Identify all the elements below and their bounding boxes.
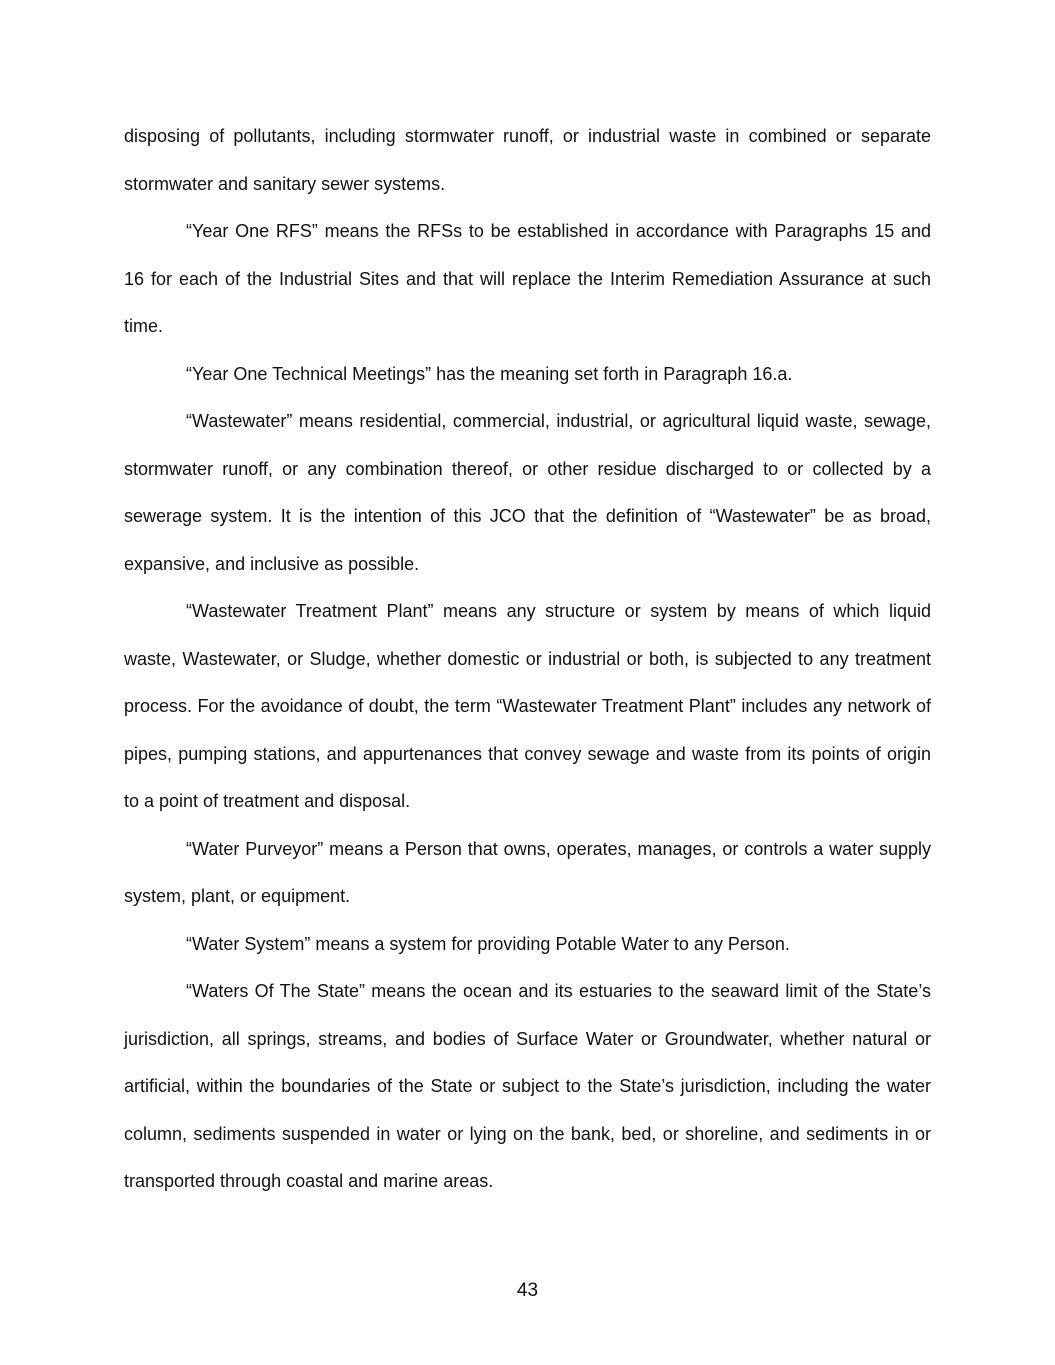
definition-wastewater-treatment-plant: “Wastewater Treatment Plant” means any structure or system by means of which liquid waste, Wastewater, or Sludge, whether domestic or industrial or both, is subjected to any treatment process. For the avoidance of doubt, the term “Wastewater Treatment Plant” includes any network of pipes, pumping stations, and appurtenances that convey sewage and waste from its points of origin to a point of treatment and disposal. [124, 601, 931, 811]
paragraph-continuation: disposing of pollutants, including stormwater runoff, or industrial waste in combined or separate stormwater and sanitary sewer systems. [124, 126, 931, 194]
document-body [124, 113, 931, 1206]
definition-water-purveyor: “Water Purveyor” means a Person that owns, operates, manages, or controls a water supply system, plant, or equipment. [124, 838, 931, 906]
definition-year-one-rfs: “Year One RFS” means the RFSs to be established in accordance with Paragraphs 15 and 16 for each of the Industrial Sites and that will replace the Interim Remediation Assurance at such time. [124, 221, 931, 336]
definition-year-one-technical-meetings: “Year One Technical Meetings” has the meaning set forth in Paragraph 16.a. [186, 363, 793, 384]
definition-waters-of-the-state: “Waters Of The State” means the ocean and its estuaries to the seaward limit of the State’s jurisdiction, all springs, streams, and bodies of Surface Water or Groundwater, whether natural or artificial, within the boundaries of the State or subject to the State’s jurisdiction, including the water column, sediments suspended in water or lying on the bank, bed, or shoreline, and sediments in or transported through coastal and marine areas. [124, 981, 931, 1191]
definition-water-system: “Water System” means a system for providing Potable Water to any Person. [186, 933, 790, 954]
definition-wastewater: “Wastewater” means residential, commercial, industrial, or agricultural liquid waste, sewage, stormwater runoff, or any combination thereof, or other residue discharged to or collected by a sewerage system. It is the intention of this JCO that the definition of “Wastewater” be as broad, expansive, and inclusive as possible. [124, 411, 931, 574]
page-number: 43 [516, 1280, 539, 1301]
